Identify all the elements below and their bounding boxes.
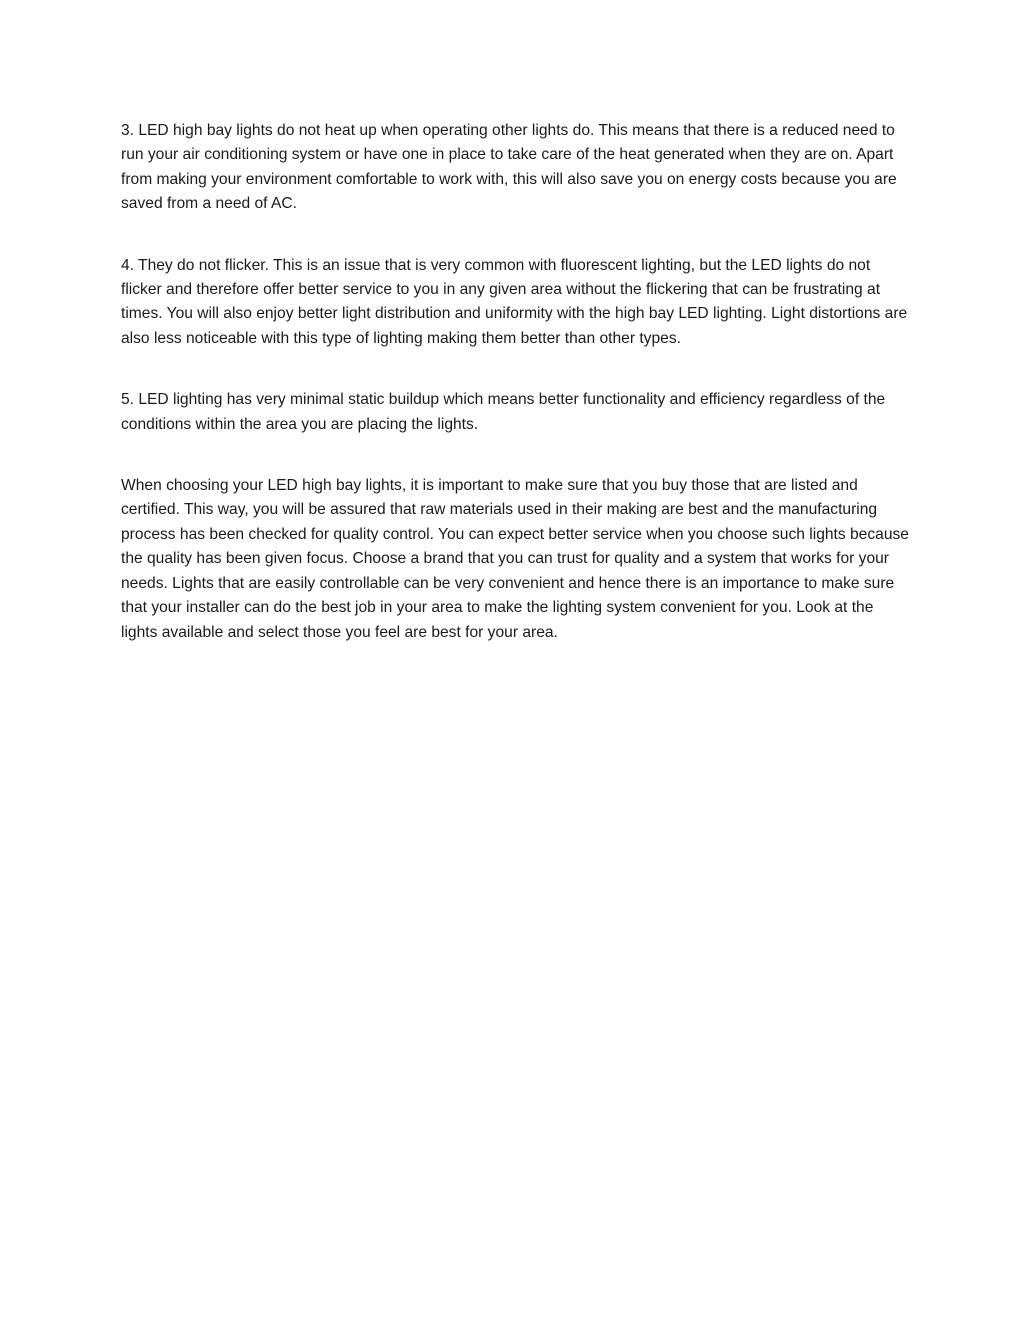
- document-body: [121, 119, 911, 682]
- paragraph-benefit-3: 3. LED high bay lights do not heat up when operating other lights do. This means that there is a reduced need to run your air conditioning system or have one in place to take care of the heat generated when they are on. Apart from making your environment comfortable to work with, this will also save you on energy costs because you are saved from a need of AC.: [121, 122, 897, 213]
- paragraph-benefit-5: 5. LED lighting has very minimal static buildup which means better functionality and efficiency regardless of the conditions within the area you are placing the lights.: [121, 391, 886, 433]
- paragraph-benefit-4: 4. They do not flicker. This is an issue that is very common with fluorescent lighting, but the LED lights do not flicker and therefore offer better service to you in any given area without the flickering that can be frustrating at times. You will also enjoy better light distribution and uniformity with the high bay LED lighting. Light distortions are also less noticeable with this type of lighting making them better than other types.: [121, 256, 908, 347]
- paragraph-conclusion: When choosing your LED high bay lights, it is important to make sure that you buy those that are listed and certified. This way, you will be assured that raw materials used in their making are best and the manufacturing process has been checked for quality control. You can expect better service when you choose such lights because the quality has been given focus. Choose a brand that you can trust for quality and a system that works for your needs. Lights that are easily controllable can be very convenient and hence there is an importance to make sure that your installer can do the best job in your area to make the lighting system convenient for you. Look at the lights available and select those you feel are best for your area.: [121, 477, 909, 641]
